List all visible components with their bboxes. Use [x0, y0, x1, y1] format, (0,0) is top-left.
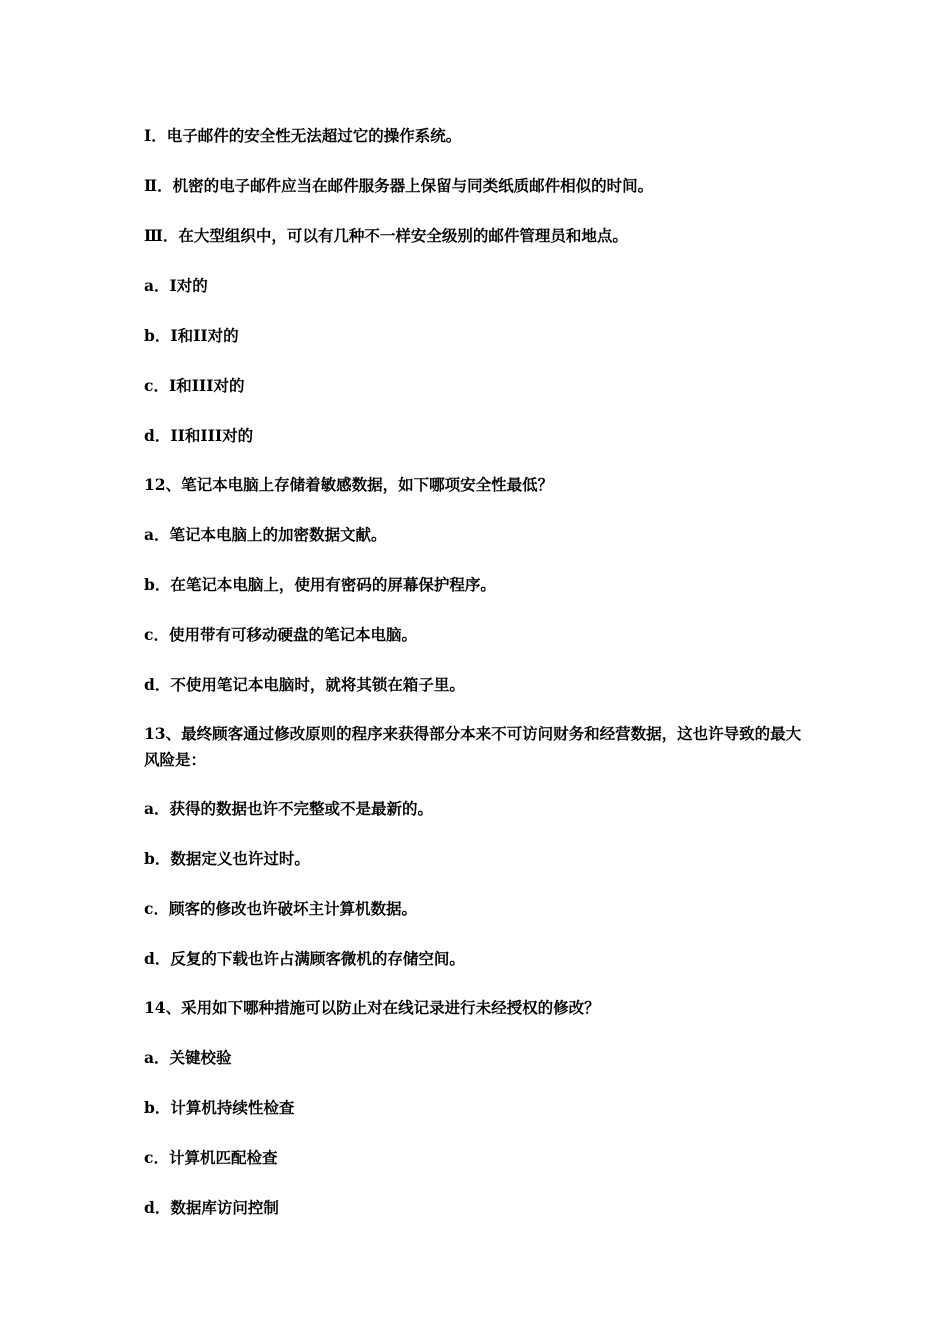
q13-question: 13、最终顾客通过修改原则的程序来获得部分本来不可访问财务和经营数据，这也许导致的最大风险是：	[144, 724, 802, 769]
q11-option-b: b．I和II对的	[144, 326, 239, 345]
q13-option-a: a．获得的数据也许不完整或不是最新的。	[144, 799, 434, 818]
q14-option-a: a．关键校验	[144, 1048, 232, 1067]
q12-option-c: c．使用带有可移动硬盘的笔记本电脑。	[144, 625, 417, 644]
statement-1: Ⅰ．电子邮件的安全性无法超过它的操作系统。	[144, 126, 462, 145]
q12-option-a: a．笔记本电脑上的加密数据文献。	[144, 525, 387, 544]
q14-option-d: d．数据库访问控制	[144, 1198, 279, 1217]
q12-option-d: d．不使用笔记本电脑时，就将其锁在箱子里。	[144, 675, 465, 694]
q12-question: 12、笔记本电脑上存储着敏感数据，如下哪项安全性最低？	[144, 475, 554, 494]
statement-2: Ⅱ．机密的电子邮件应当在邮件服务器上保留与同类纸质邮件相似的时间。	[144, 176, 654, 195]
q14-option-b: b．计算机持续性检查	[144, 1098, 295, 1117]
q11-option-d: d．II和III对的	[144, 426, 254, 445]
q13-option-d: d．反复的下载也许占满顾客微机的存储空间。	[144, 949, 465, 968]
q11-option-a: a．I对的	[144, 276, 208, 295]
q14-option-c: c．计算机匹配检查	[144, 1148, 278, 1167]
q13-option-c: c．顾客的修改也许破坏主计算机数据。	[144, 899, 417, 918]
q12-option-b: b．在笔记本电脑上，使用有密码的屏幕保护程序。	[144, 575, 496, 594]
q14-question: 14、采用如下哪种措施可以防止对在线记录进行未经授权的修改？	[144, 998, 600, 1017]
q13-option-b: b．数据定义也许过时。	[144, 849, 310, 868]
q11-option-c: c．I和III对的	[144, 376, 245, 395]
statement-3: Ⅲ．在大型组织中，可以有几种不一样安全级别的邮件管理员和地点。	[144, 226, 628, 245]
